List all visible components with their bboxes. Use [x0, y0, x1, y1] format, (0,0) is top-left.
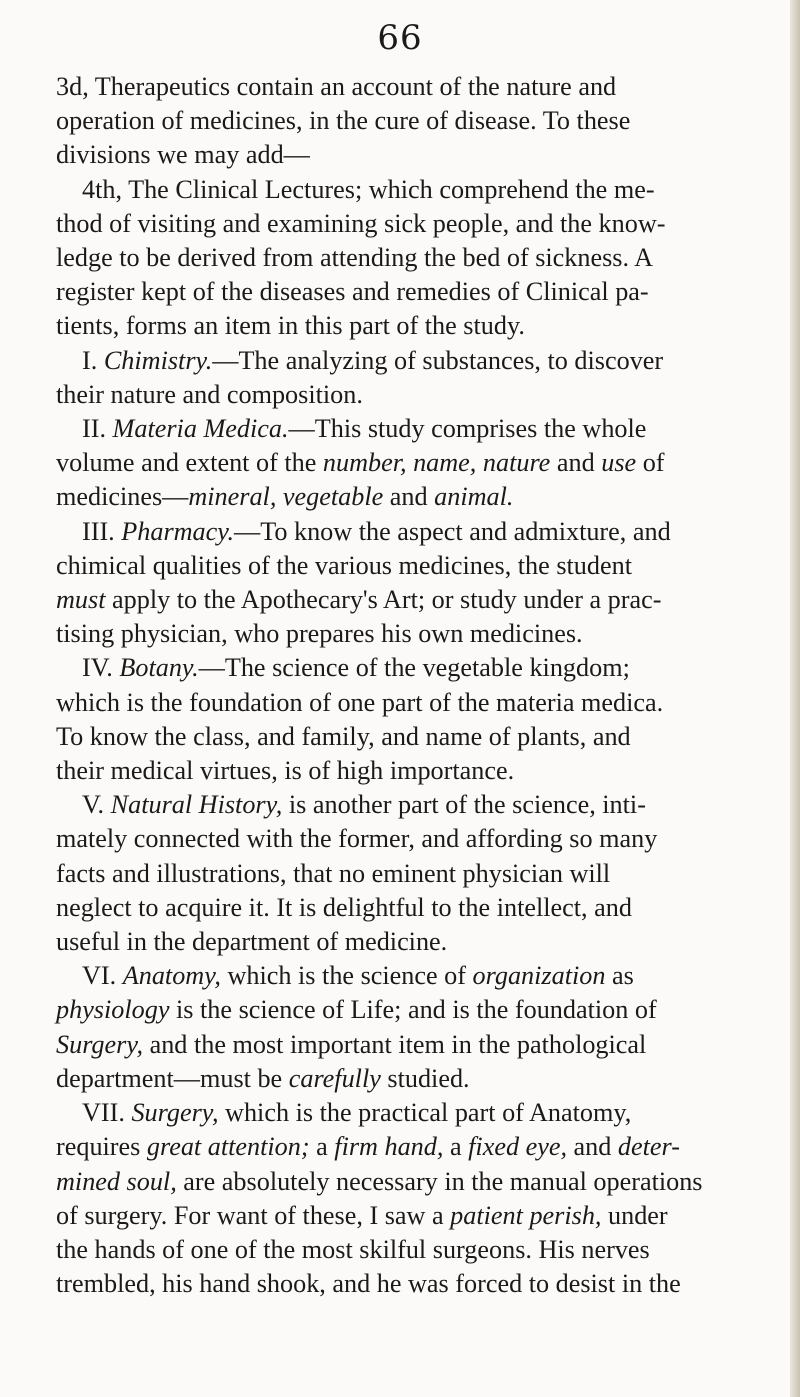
text-line [56, 104, 776, 138]
text-segment: 4th, The Clinical Lectures; which comprehend the me- [82, 174, 655, 204]
text-segment: chimical qualities of the various medicines, the student [56, 550, 632, 580]
text-segment: medicines— [56, 482, 189, 512]
text-line [56, 515, 776, 549]
text-segment: is the science of Life; and is the foundation of [169, 995, 657, 1025]
text-line [56, 686, 776, 720]
text-line [56, 1233, 776, 1267]
text-segment: requires [56, 1132, 147, 1162]
italic-text: great attention; [146, 1132, 310, 1162]
italic-text: patient perish, [450, 1200, 602, 1230]
text-segment: department—must be [56, 1063, 289, 1093]
italic-text: Surgery, [56, 1029, 144, 1059]
italic-text: animal. [434, 482, 514, 512]
text-line [56, 583, 776, 617]
text-line [56, 651, 776, 685]
text-segment: and [383, 482, 435, 512]
page-edge-shadow [790, 0, 800, 1397]
italic-text: mined soul, [56, 1166, 177, 1196]
italic-text: deter- [617, 1132, 680, 1162]
italic-text: use [601, 448, 637, 478]
text-segment: —The analyzing of substances, to discover [212, 345, 664, 375]
text-line [56, 173, 776, 207]
italic-text: firm hand, [334, 1132, 444, 1162]
text-line [56, 891, 776, 925]
text-line [56, 822, 776, 856]
text-segment: and the most important item in the pathological [143, 1029, 647, 1059]
text-line [56, 993, 776, 1027]
italic-text: physiology [56, 995, 170, 1025]
text-segment: and [567, 1132, 618, 1162]
text-segment: a [309, 1132, 335, 1162]
text-segment: of [636, 448, 665, 478]
italic-text: mineral, vegetable [188, 482, 384, 512]
text-line [56, 788, 776, 822]
text-segment: of surgery. For want of these, I saw a [56, 1200, 451, 1230]
italic-text: Botany. [119, 653, 199, 683]
italic-text: fixed eye, [468, 1132, 567, 1162]
text-line [56, 925, 776, 959]
text-line [56, 309, 776, 343]
text-line [56, 275, 776, 309]
text-segment: their medical virtues, is of high importance. [56, 756, 515, 786]
text-line [56, 378, 776, 412]
italic-text: Surgery, [131, 1098, 219, 1128]
text-segment: To know the class, and family, and name of plants, and [56, 721, 631, 751]
text-line [56, 344, 776, 378]
text-line [56, 754, 776, 788]
text-segment: their nature and composition. [56, 379, 363, 409]
text-segment: volume and extent of the [56, 448, 323, 478]
italic-text: Chimistry. [103, 345, 213, 375]
text-segment: the hands of one of the most skilful surgeons. His nerves [56, 1234, 650, 1264]
text-line [56, 549, 776, 583]
text-segment: —To know the aspect and admixture, and [234, 516, 671, 546]
text-segment: I. [82, 345, 104, 375]
text-segment: trembled, his hand shook, and he was forced to desist in the [56, 1269, 681, 1299]
text-line [56, 857, 776, 891]
text-segment: which is the foundation of one part of the materia medica. [56, 687, 664, 717]
text-segment: VII. [82, 1098, 132, 1128]
text-segment: V. [82, 790, 111, 820]
text-segment: divisions we may add— [56, 140, 310, 170]
text-line [56, 617, 776, 651]
italic-text: number, name, nature [322, 448, 551, 478]
text-segment: operation of medicines, in the cure of disease. To these [56, 106, 631, 136]
text-line [56, 412, 776, 446]
text-line [56, 720, 776, 754]
text-line [56, 1028, 776, 1062]
text-line [56, 70, 776, 104]
italic-text: organization [472, 961, 606, 991]
text-line [56, 1096, 776, 1130]
text-segment: neglect to acquire it. It is delightful to the intellect, and [56, 892, 632, 922]
text-segment: III. [82, 516, 122, 546]
text-segment: 3d, Therapeutics contain an account of the nature and [56, 72, 617, 101]
text-segment: VI. [82, 961, 123, 991]
italic-text: Natural History, [110, 790, 283, 820]
text-line [56, 1199, 776, 1233]
text-segment: thod of visiting and examining sick people, and the know- [56, 208, 666, 238]
text-line [56, 1062, 776, 1096]
body-text [56, 70, 776, 1301]
text-segment: apply to the Apothecary's Art; or study under a prac- [105, 585, 662, 615]
text-line [56, 1267, 776, 1301]
italic-text: carefully [288, 1063, 381, 1093]
text-segment: studied. [380, 1063, 470, 1093]
text-segment: are absolutely necessary in the manual operations [176, 1166, 703, 1196]
text-segment: II. [82, 414, 113, 444]
text-segment: under [601, 1200, 668, 1230]
text-segment: —The science of the vegetable kingdom; [198, 653, 630, 683]
text-line [56, 1130, 776, 1164]
text-segment: mately connected with the former, and affording so many [56, 824, 658, 854]
text-segment: tising physician, who prepares his own medicines. [56, 619, 583, 649]
text-segment: tients, forms an item in this part of the study. [56, 311, 525, 341]
text-segment: —This study comprises the whole [288, 414, 647, 444]
text-segment: which is the science of [220, 961, 473, 991]
text-segment: register kept of the diseases and remedies of Clinical pa- [56, 277, 649, 307]
italic-text: Materia Medica. [112, 414, 289, 444]
text-segment: facts and illustrations, that no eminent physician will [56, 858, 611, 888]
text-line [56, 1165, 776, 1199]
text-line [56, 446, 776, 480]
text-line [56, 138, 776, 172]
text-segment: and [550, 448, 602, 478]
text-segment: a [443, 1132, 469, 1162]
text-segment: which is the practical part of Anatomy, [218, 1098, 632, 1128]
italic-text: Pharmacy. [121, 516, 234, 546]
text-segment: IV. [82, 653, 120, 683]
text-line [56, 959, 776, 993]
text-segment: useful in the department of medicine. [56, 927, 448, 957]
italic-text: must [56, 585, 106, 615]
text-segment: ledge to be derived from attending the bed of sickness. A [56, 243, 654, 273]
page-number: 66 [377, 18, 423, 58]
text-segment: as [605, 961, 634, 991]
text-segment: is another part of the science, inti- [282, 790, 646, 820]
text-line [56, 480, 776, 514]
italic-text: Anatomy, [122, 961, 221, 991]
text-line [56, 207, 776, 241]
text-line [56, 241, 776, 275]
